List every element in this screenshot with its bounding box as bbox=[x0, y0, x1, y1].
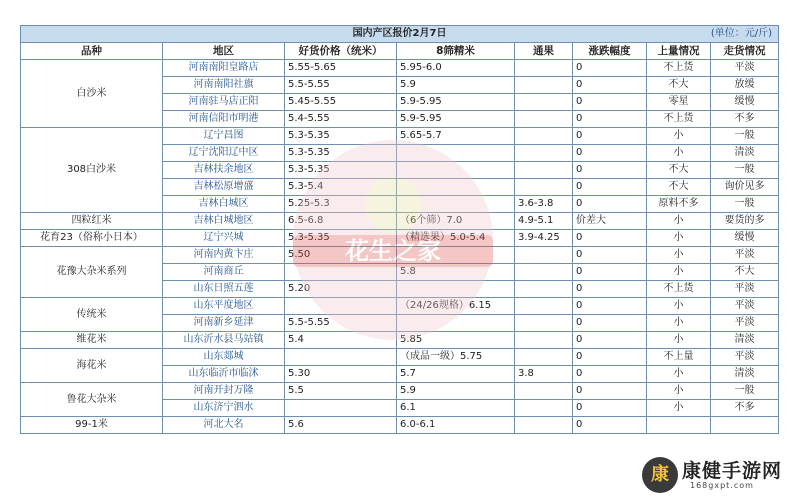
price-cell: 5.3-5.35 bbox=[285, 162, 397, 179]
price-cell: 5.25-5.3 bbox=[285, 196, 397, 213]
8-sieve-cell bbox=[397, 315, 515, 332]
8-sieve-cell: 5.95-6.0 bbox=[397, 60, 515, 77]
region-cell: 吉林扶余地区 bbox=[163, 162, 285, 179]
sales-cell: 缓慢 bbox=[711, 94, 779, 111]
region-cell: 山东临沂市临沭 bbox=[163, 366, 285, 383]
change-cell: 0 bbox=[573, 383, 647, 400]
region-cell: 山东沂水县马站镇 bbox=[163, 332, 285, 349]
tongguo-cell bbox=[515, 179, 573, 196]
tongguo-cell bbox=[515, 349, 573, 366]
region-cell: 河南内黄卞庄 bbox=[163, 247, 285, 264]
price-cell: 5.3-5.35 bbox=[285, 128, 397, 145]
supply-cell: 小 bbox=[647, 366, 711, 383]
price-cell: 5.20 bbox=[285, 281, 397, 298]
tongguo-cell bbox=[515, 94, 573, 111]
table-row bbox=[21, 332, 779, 349]
8-sieve-cell: 5.65-5.7 bbox=[397, 128, 515, 145]
table-title: 国内产区报价2月7日 bbox=[352, 28, 447, 39]
tongguo-cell bbox=[515, 383, 573, 400]
supply-cell: 不大 bbox=[647, 77, 711, 94]
change-cell: 0 bbox=[573, 77, 647, 94]
price-cell: 5.5-5.55 bbox=[285, 77, 397, 94]
region-cell: 山东日照五莲 bbox=[163, 281, 285, 298]
supply-cell: 小 bbox=[647, 298, 711, 315]
price-cell: 5.4 bbox=[285, 332, 397, 349]
region-cell: 吉林白城地区 bbox=[163, 213, 285, 230]
sales-cell: 不多 bbox=[711, 400, 779, 417]
watermark-text: 花生之家 bbox=[345, 237, 441, 265]
tongguo-cell bbox=[515, 60, 573, 77]
variety-cell: 海花米 bbox=[21, 349, 163, 383]
price-cell: 5.3-5.35 bbox=[285, 145, 397, 162]
tongguo-cell bbox=[515, 128, 573, 145]
region-cell: 河南驻马店正阳 bbox=[163, 94, 285, 111]
change-cell: 0 bbox=[573, 145, 647, 162]
header-sales: 走货情况 bbox=[711, 43, 779, 60]
sales-cell: 一般 bbox=[711, 196, 779, 213]
sales-cell: 不多 bbox=[711, 111, 779, 128]
region-cell: 辽宁兴城 bbox=[163, 230, 285, 247]
region-cell: 河南商丘 bbox=[163, 264, 285, 281]
sales-cell: 询价见多 bbox=[711, 179, 779, 196]
8-sieve-cell: （精选果）5.0-5.4 bbox=[397, 230, 515, 247]
sales-cell: 平淡 bbox=[711, 247, 779, 264]
8-sieve-cell: 5.8 bbox=[397, 264, 515, 281]
price-cell: 5.6 bbox=[285, 417, 397, 434]
sales-cell: 缓慢 bbox=[711, 230, 779, 247]
sales-cell: 一般 bbox=[711, 128, 779, 145]
sales-cell: 清淡 bbox=[711, 366, 779, 383]
variety-cell: 白沙米 bbox=[21, 60, 163, 128]
sales-cell bbox=[711, 417, 779, 434]
tongguo-cell bbox=[515, 264, 573, 281]
change-cell: 0 bbox=[573, 230, 647, 247]
price-cell: 5.3-5.4 bbox=[285, 179, 397, 196]
table-row bbox=[21, 247, 779, 264]
supply-cell: 小 bbox=[647, 145, 711, 162]
sales-cell: 放缓 bbox=[711, 77, 779, 94]
tongguo-cell bbox=[515, 417, 573, 434]
change-cell: 0 bbox=[573, 281, 647, 298]
supply-cell: 不上货 bbox=[647, 111, 711, 128]
header-region: 地区 bbox=[163, 43, 285, 60]
table-row bbox=[21, 213, 779, 230]
tongguo-cell: 3.6-3.8 bbox=[515, 196, 573, 213]
8-sieve-cell bbox=[397, 281, 515, 298]
sales-cell: 清淡 bbox=[711, 332, 779, 349]
sales-cell: 不大 bbox=[711, 264, 779, 281]
price-cell: 5.3-5.35 bbox=[285, 230, 397, 247]
price-cell: 5.5-5.55 bbox=[285, 315, 397, 332]
region-cell: 吉林白城区 bbox=[163, 196, 285, 213]
change-cell: 0 bbox=[573, 196, 647, 213]
tongguo-cell bbox=[515, 281, 573, 298]
tongguo-cell bbox=[515, 145, 573, 162]
region-cell: 吉林松原增盛 bbox=[163, 179, 285, 196]
tongguo-cell: 4.9-5.1 bbox=[515, 213, 573, 230]
8-sieve-cell: 5.7 bbox=[397, 366, 515, 383]
header-row bbox=[21, 43, 779, 60]
price-table bbox=[20, 25, 779, 434]
brand-badge[interactable] bbox=[642, 455, 792, 495]
supply-cell: 原料不多 bbox=[647, 196, 711, 213]
tongguo-cell: 3.8 bbox=[515, 366, 573, 383]
table-row bbox=[21, 60, 779, 77]
supply-cell: 小 bbox=[647, 332, 711, 349]
8-sieve-cell: （24/26规格）6.15 bbox=[397, 298, 515, 315]
region-cell: 河北大名 bbox=[163, 417, 285, 434]
region-cell: 辽宁昌图 bbox=[163, 128, 285, 145]
brand-url: 168gxpt.com bbox=[690, 481, 754, 490]
supply-cell: 小 bbox=[647, 213, 711, 230]
table-row bbox=[21, 298, 779, 315]
tongguo-cell bbox=[515, 247, 573, 264]
supply-cell: 不大 bbox=[647, 179, 711, 196]
unit-label: (单位：元/斤) bbox=[710, 28, 773, 39]
change-cell: 0 bbox=[573, 264, 647, 281]
price-cell: 5.5 bbox=[285, 383, 397, 400]
8-sieve-cell: 5.9 bbox=[397, 383, 515, 400]
price-cell: 5.4-5.55 bbox=[285, 111, 397, 128]
brand-logo-icon: 康 bbox=[642, 457, 678, 493]
header-supply: 上量情况 bbox=[647, 43, 711, 60]
change-cell: 0 bbox=[573, 315, 647, 332]
variety-cell: 花豫大杂米系列 bbox=[21, 247, 163, 298]
price-cell bbox=[285, 400, 397, 417]
price-cell: 5.45-5.55 bbox=[285, 94, 397, 111]
supply-cell: 小 bbox=[647, 315, 711, 332]
header-tongguo: 通果 bbox=[515, 43, 573, 60]
variety-cell: 鲁花大杂米 bbox=[21, 383, 163, 417]
change-cell: 0 bbox=[573, 179, 647, 196]
price-cell: 5.55-5.65 bbox=[285, 60, 397, 77]
header-price: 好货价格（统米） bbox=[285, 43, 397, 60]
change-cell: 0 bbox=[573, 332, 647, 349]
8-sieve-cell bbox=[397, 196, 515, 213]
sales-cell: 平淡 bbox=[711, 315, 779, 332]
region-cell: 河南信阳市明港 bbox=[163, 111, 285, 128]
8-sieve-cell: 6.1 bbox=[397, 400, 515, 417]
supply-cell bbox=[647, 417, 711, 434]
supply-cell: 小 bbox=[647, 264, 711, 281]
variety-cell: 传统米 bbox=[21, 298, 163, 332]
tongguo-cell bbox=[515, 77, 573, 94]
8-sieve-cell: 5.9-5.95 bbox=[397, 94, 515, 111]
supply-cell: 不上货 bbox=[647, 60, 711, 77]
header-change: 涨跌幅度 bbox=[573, 43, 647, 60]
supply-cell: 小 bbox=[647, 383, 711, 400]
sales-cell: 平淡 bbox=[711, 349, 779, 366]
title-row bbox=[21, 26, 779, 43]
price-cell bbox=[285, 264, 397, 281]
variety-cell: 花育23（俗称小日本） bbox=[21, 230, 163, 247]
change-cell: 0 bbox=[573, 366, 647, 383]
change-cell: 0 bbox=[573, 400, 647, 417]
tongguo-cell: 3.9-4.25 bbox=[515, 230, 573, 247]
8-sieve-cell bbox=[397, 179, 515, 196]
supply-cell: 不大 bbox=[647, 162, 711, 179]
table-row bbox=[21, 349, 779, 366]
8-sieve-cell bbox=[397, 162, 515, 179]
price-cell bbox=[285, 298, 397, 315]
tongguo-cell bbox=[515, 298, 573, 315]
supply-cell: 小 bbox=[647, 400, 711, 417]
supply-cell: 不上量 bbox=[647, 349, 711, 366]
table-row bbox=[21, 128, 779, 145]
change-cell: 0 bbox=[573, 60, 647, 77]
change-cell: 0 bbox=[573, 94, 647, 111]
table-row bbox=[21, 383, 779, 400]
sales-cell: 一般 bbox=[711, 162, 779, 179]
change-cell: 0 bbox=[573, 417, 647, 434]
brand-name: 康健手游网 bbox=[682, 460, 783, 482]
supply-cell: 小 bbox=[647, 230, 711, 247]
8-sieve-cell: 6.0-6.1 bbox=[397, 417, 515, 434]
table-title-cell bbox=[21, 26, 779, 43]
tongguo-cell bbox=[515, 400, 573, 417]
sales-cell: 清淡 bbox=[711, 145, 779, 162]
supply-cell: 不上货 bbox=[647, 281, 711, 298]
8-sieve-cell: （6个筛）7.0 bbox=[397, 213, 515, 230]
change-cell: 0 bbox=[573, 247, 647, 264]
tongguo-cell bbox=[515, 332, 573, 349]
price-cell: 5.30 bbox=[285, 366, 397, 383]
8-sieve-cell: 5.9-5.95 bbox=[397, 111, 515, 128]
table-row bbox=[21, 417, 779, 434]
tongguo-cell bbox=[515, 315, 573, 332]
sales-cell: 平淡 bbox=[711, 281, 779, 298]
variety-cell: 维花米 bbox=[21, 332, 163, 349]
supply-cell: 零星 bbox=[647, 94, 711, 111]
change-cell: 价差大 bbox=[573, 213, 647, 230]
sales-cell: 要货的多 bbox=[711, 213, 779, 230]
variety-cell: 308白沙米 bbox=[21, 128, 163, 213]
region-cell: 河南南阳社旗 bbox=[163, 77, 285, 94]
8-sieve-cell bbox=[397, 247, 515, 264]
8-sieve-cell bbox=[397, 145, 515, 162]
sales-cell: 平淡 bbox=[711, 298, 779, 315]
change-cell: 0 bbox=[573, 128, 647, 145]
region-cell: 山东济宁泗水 bbox=[163, 400, 285, 417]
region-cell: 山东郯城 bbox=[163, 349, 285, 366]
region-cell: 河南南阳皇路店 bbox=[163, 60, 285, 77]
header-8-sieve: 8筛精米 bbox=[397, 43, 515, 60]
sales-cell: 平淡 bbox=[711, 60, 779, 77]
variety-cell: 99-1米 bbox=[21, 417, 163, 434]
supply-cell: 小 bbox=[647, 128, 711, 145]
change-cell: 0 bbox=[573, 111, 647, 128]
region-cell: 辽宁沈阳辽中区 bbox=[163, 145, 285, 162]
8-sieve-cell: 5.9 bbox=[397, 77, 515, 94]
change-cell: 0 bbox=[573, 162, 647, 179]
price-cell bbox=[285, 349, 397, 366]
header-variety: 品种 bbox=[21, 43, 163, 60]
region-cell: 河南新乡延津 bbox=[163, 315, 285, 332]
tongguo-cell bbox=[515, 162, 573, 179]
change-cell: 0 bbox=[573, 298, 647, 315]
variety-cell: 四粒红米 bbox=[21, 213, 163, 230]
tongguo-cell bbox=[515, 111, 573, 128]
supply-cell: 小 bbox=[647, 247, 711, 264]
region-cell: 山东平度地区 bbox=[163, 298, 285, 315]
region-cell: 河南开封万隆 bbox=[163, 383, 285, 400]
table-row bbox=[21, 230, 779, 247]
price-cell: 6.5-6.8 bbox=[285, 213, 397, 230]
price-cell: 5.50 bbox=[285, 247, 397, 264]
8-sieve-cell: （成品一级）5.75 bbox=[397, 349, 515, 366]
change-cell: 0 bbox=[573, 349, 647, 366]
sales-cell: 一般 bbox=[711, 383, 779, 400]
8-sieve-cell: 5.85 bbox=[397, 332, 515, 349]
